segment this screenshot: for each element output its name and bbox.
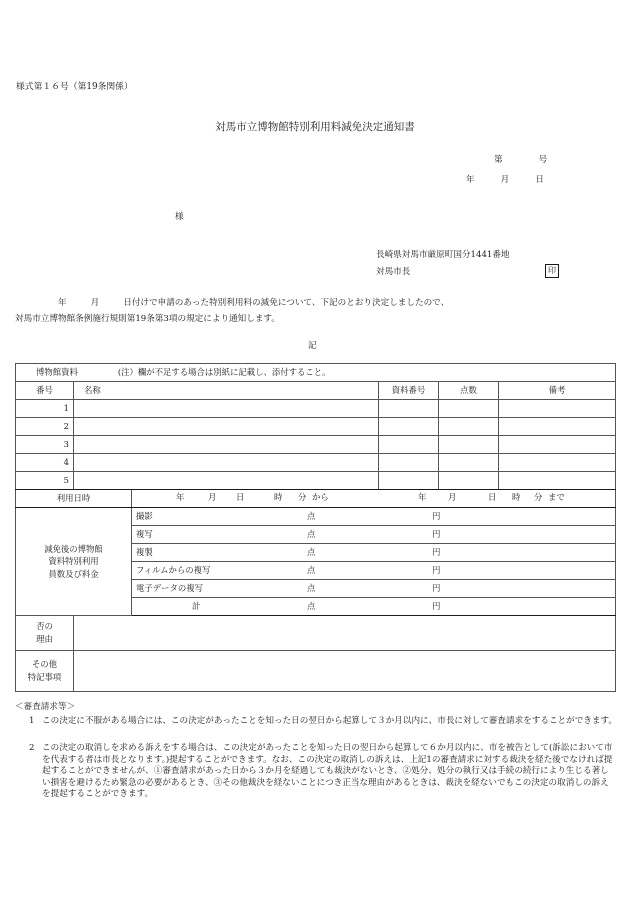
fee-item-film-copy[interactable]: [132, 562, 616, 580]
body-text-line1: [58, 298, 449, 310]
to-day: 日: [488, 492, 497, 502]
count-field[interactable]: [439, 418, 499, 436]
body-month: 月: [90, 298, 100, 308]
col-material-no: 資料番号: [379, 382, 439, 400]
material-no-field[interactable]: [379, 418, 439, 436]
from-day: 日: [236, 492, 245, 502]
notes-title: ＜審査請求等＞: [15, 702, 76, 712]
remarks-field[interactable]: [499, 472, 616, 490]
materials-header: [16, 364, 616, 382]
name-field[interactable]: [74, 418, 379, 436]
reason-label: [16, 616, 74, 651]
issuer-title: 対馬市長: [376, 267, 411, 277]
remarks-field[interactable]: [499, 436, 616, 454]
seal-mark: 印: [545, 264, 559, 278]
fee-item-copy[interactable]: [132, 526, 616, 544]
unit-yen: 円: [432, 510, 441, 521]
materials-label: 博物館資料: [36, 366, 78, 377]
date-month: 月: [500, 175, 510, 185]
other-label: [16, 651, 74, 692]
main-table: [15, 363, 616, 692]
material-no-field[interactable]: [379, 400, 439, 418]
note-1-number: 1: [29, 716, 35, 726]
unit-yen: 円: [432, 546, 441, 557]
remarks-field[interactable]: [499, 418, 616, 436]
table-row: [16, 436, 616, 454]
fee-row: [16, 508, 616, 526]
other-row: [16, 651, 616, 692]
name-field[interactable]: [74, 400, 379, 418]
addressee: 様: [175, 212, 184, 222]
name-field[interactable]: [74, 472, 379, 490]
note-2-text: この決定の取消しを求める訴えをする場合は、この決定があったことを知った日の翌日から起算して６か月以内に、市を被告として(訴訟において市を代表する者は市長となります。)提起することができます。なお、この決定の取消しの訴えは、上記1の審査請求に対する裁決を経た後でなければ提起することができませんが、①審査請求があった日から３か月を経過しても裁決がないとき、②処分、処分の執行又は手続の続行により生じる著しい損害を避けるため緊急の必要があるとき、③その他裁決を経ないことにつき正当な理由があるときは、裁決を経ないでもこの決定の取消しの訴えを提起することができます。: [42, 743, 613, 800]
unit-point: 点: [307, 582, 316, 593]
unit-yen: 円: [432, 564, 441, 575]
number-dai: 第: [494, 155, 503, 165]
name-field[interactable]: [74, 454, 379, 472]
other-label-line2: 特記事項: [27, 672, 62, 682]
to-year: 年: [418, 492, 427, 502]
fee-item-label: 複写: [136, 528, 153, 539]
count-field[interactable]: [439, 400, 499, 418]
reason-label-line1: 否の: [36, 621, 53, 632]
fee-item-replica[interactable]: [132, 544, 616, 562]
col-count: 点数: [439, 382, 499, 400]
ki-heading: 記: [308, 341, 317, 351]
fee-label-line2: 資料特別利用: [48, 556, 99, 567]
material-no-field[interactable]: [379, 454, 439, 472]
to-hour: 時: [512, 492, 521, 502]
reason-field[interactable]: [74, 616, 616, 651]
remarks-field[interactable]: [499, 454, 616, 472]
to-month: 月: [448, 492, 457, 502]
fee-label-line1: 減免後の博物館: [44, 543, 103, 554]
to-minute: 分: [534, 492, 543, 502]
document-date: [466, 175, 544, 187]
materials-note: (注）欄が不足する場合は別紙に記載し、添付すること。: [117, 366, 331, 377]
reason-row: [16, 616, 616, 651]
count-field[interactable]: [439, 472, 499, 490]
unit-point: 点: [307, 564, 316, 575]
usage-row: [16, 490, 616, 508]
from-month: 月: [208, 492, 217, 502]
other-field[interactable]: [74, 651, 616, 692]
material-no-field[interactable]: [379, 436, 439, 454]
form-code: 様式第１６号（第19条関係）: [16, 82, 133, 92]
note-2-number: 2: [29, 743, 35, 753]
table-row: [16, 454, 616, 472]
reason-label-line2: 理由: [36, 634, 53, 644]
table-row: [16, 400, 616, 418]
row-number: 3: [16, 436, 74, 454]
fee-label: [16, 508, 132, 616]
from-label: から: [312, 492, 329, 502]
from-year: 年: [176, 492, 185, 502]
col-number: 番号: [16, 382, 74, 400]
name-field[interactable]: [74, 436, 379, 454]
date-year: 年: [466, 175, 475, 185]
from-minute: 分: [298, 492, 307, 502]
from-hour: 時: [274, 492, 283, 502]
count-field[interactable]: [439, 454, 499, 472]
document-number: [494, 155, 547, 167]
fee-item-total[interactable]: [132, 598, 616, 616]
col-remarks: 備考: [499, 382, 616, 400]
row-number: 1: [16, 400, 74, 418]
row-number: 2: [16, 418, 74, 436]
row-number: 5: [16, 472, 74, 490]
body-text-line2: 対馬市立博物館条例施行規則第19条第3項の規定により通知します。: [15, 314, 280, 324]
fee-label-line3: 員数及び料金: [48, 568, 99, 579]
date-day: 日: [535, 175, 544, 185]
note-2: [15, 743, 617, 801]
unit-yen: 円: [432, 600, 441, 611]
usage-datetime-field[interactable]: [132, 490, 616, 508]
note-1: [15, 716, 617, 728]
fee-item-label: フィルムからの複写: [136, 564, 211, 575]
fee-item-label: 電子データの複写: [136, 582, 203, 593]
unit-point: 点: [307, 600, 316, 611]
unit-point: 点: [307, 528, 316, 539]
body-text: 日付けで申請のあった特別利用料の減免について、下記のとおり決定しましたので、: [123, 298, 450, 308]
material-no-field[interactable]: [379, 472, 439, 490]
fee-item-digital-copy[interactable]: [132, 580, 616, 598]
fee-item-label: 計: [192, 600, 201, 611]
row-number: 4: [16, 454, 74, 472]
note-1-text: この決定に不服がある場合には、この決定があったことを知った日の翌日から起算して３か月以内に、市長に対して審査請求をすることができます。: [42, 716, 618, 726]
document-title: 対馬市立博物館特別利用料減免決定通知書: [215, 121, 415, 133]
issuer-address: 長崎県対馬市厳原町国分1441番地: [376, 250, 510, 260]
usage-label: 利用日時: [16, 490, 132, 508]
table-row: [16, 418, 616, 436]
to-label: まで: [548, 492, 565, 502]
table-row: [16, 472, 616, 490]
number-go: 号: [538, 155, 548, 165]
remarks-field[interactable]: [499, 400, 616, 418]
fee-item-photography[interactable]: [132, 508, 616, 526]
other-label-line1: その他: [31, 659, 58, 670]
unit-point: 点: [307, 510, 316, 521]
unit-yen: 円: [432, 528, 441, 539]
unit-point: 点: [307, 546, 316, 557]
unit-yen: 円: [432, 582, 441, 593]
fee-item-label: 複製: [136, 546, 153, 557]
col-name: 名称: [74, 382, 379, 400]
count-field[interactable]: [439, 436, 499, 454]
fee-item-label: 撮影: [136, 510, 153, 521]
body-year: 年: [58, 298, 67, 308]
